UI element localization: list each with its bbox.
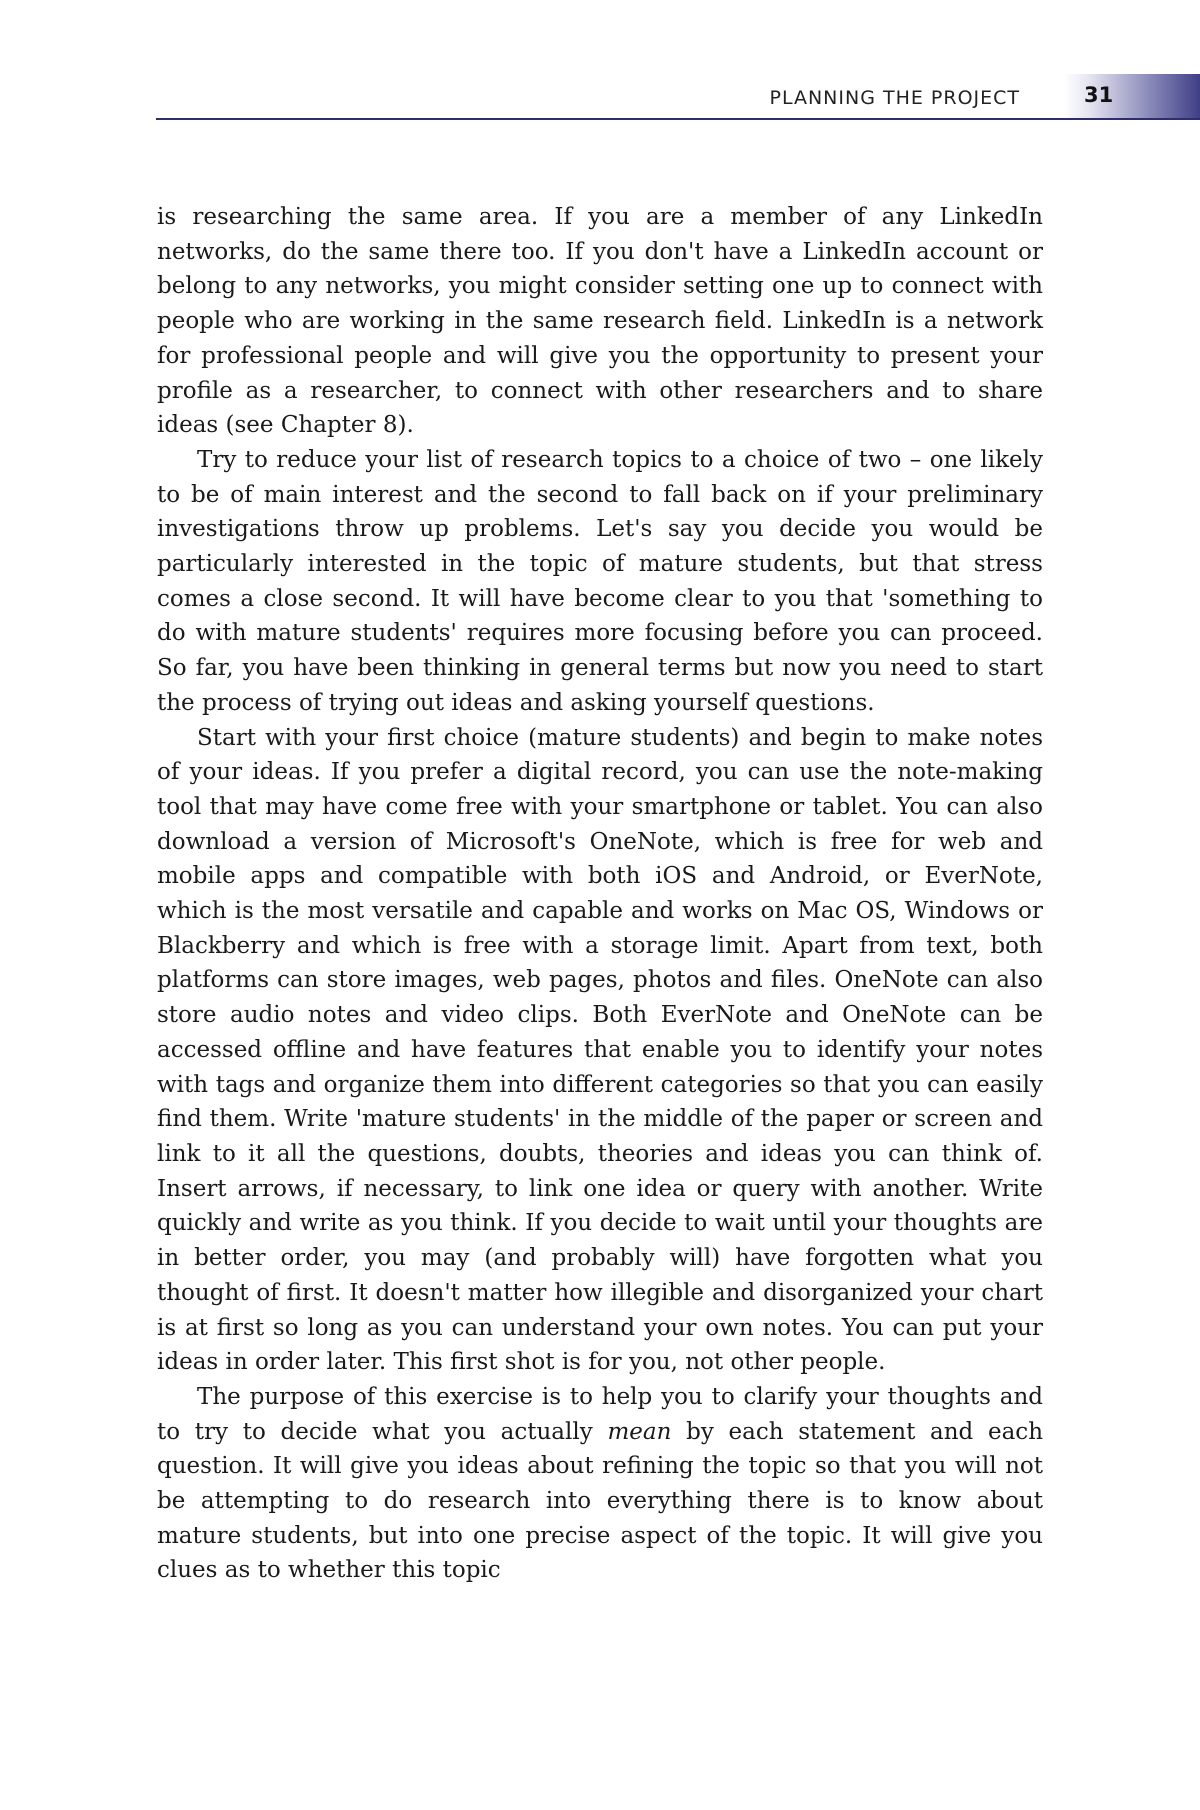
page-number: 31 <box>1084 83 1114 107</box>
paragraph-2: Try to reduce your list of research topics to a choice of two – one likely to be of main interest and the second to fall back on if your preliminary investigations throw up problems. Let's say you decide you would be particularly interested in the topic of mature students, but that stress comes a close second. It will have become clear to you that 'something to do with mature students' requires more focusing before you can proceed. So far, you have been thinking in general terms but now you need to start the process of trying out ideas and asking yourself questions. <box>157 446 1043 716</box>
running-title: PLANNING THE PROJECT <box>769 87 1020 109</box>
emphasis-mean: mean <box>607 1418 672 1445</box>
header-rule <box>156 118 1200 120</box>
page-number-tab <box>1064 74 1200 118</box>
paragraph-3: Start with your first choice (mature students) and begin to make notes of your ideas. If you prefer a digital record, you can use the note-making tool that may have come free with your smartphone or tablet. You can also download a version of Microsoft's OneNote, which is free for web and mobile apps and compatible with both iOS and Android, or EverNote, which is the most versatile and capable and works on Mac OS, Windows or Blackberry and which is free with a storage limit. Apart from text, both platforms can store images, web pages, photos and files. OneNote can also store audio notes and video clips. Both EverNote and OneNote can be accessed offline and have features that enable you to identify your notes with tags and organize them into different categories so that you can easily find them. Write 'mature students' in the middle of the paper or screen and link to it all the questions, doubts, theories and ideas you can think of. Insert arrows, if necessary, to link one idea or query with another. Write quickly and write as you think. If you decide to wait until your thoughts are in better order, you may (and probably will) have forgotten what you thought of first. It doesn't matter how illegible and disorganized your chart is at first so long as you can understand your own notes. You can put your ideas in order later. This first shot is for you, not other people. <box>157 724 1043 1376</box>
running-header <box>156 74 1200 120</box>
paragraph-4-text-start: The purpose of this exercise is to help you to clarify your thoughts and to try to decide what you actually <box>157 1383 1043 1445</box>
paragraph-1: is researching the same area. If you are a member of any LinkedIn networks, do the same there too. If you don't have a LinkedIn account or belong to any networks, you might consider setting one up to connect with people who are working in the same research field. LinkedIn is a network for professional people and will give you the opportunity to present your profile as a researcher, to connect with other researchers and to share ideas (see Chapter 8). <box>157 204 1043 439</box>
paragraph-4-text-end: by each statement and each question. It will give you ideas about refining the topic so that you will not be attempting to do research into everything there is to know about mature students, but into one precise aspect of the topic. It will give you clues as to whether this topic <box>157 1418 1044 1584</box>
paragraph-4 <box>157 1380 1043 1588</box>
body-text <box>157 200 1043 1588</box>
